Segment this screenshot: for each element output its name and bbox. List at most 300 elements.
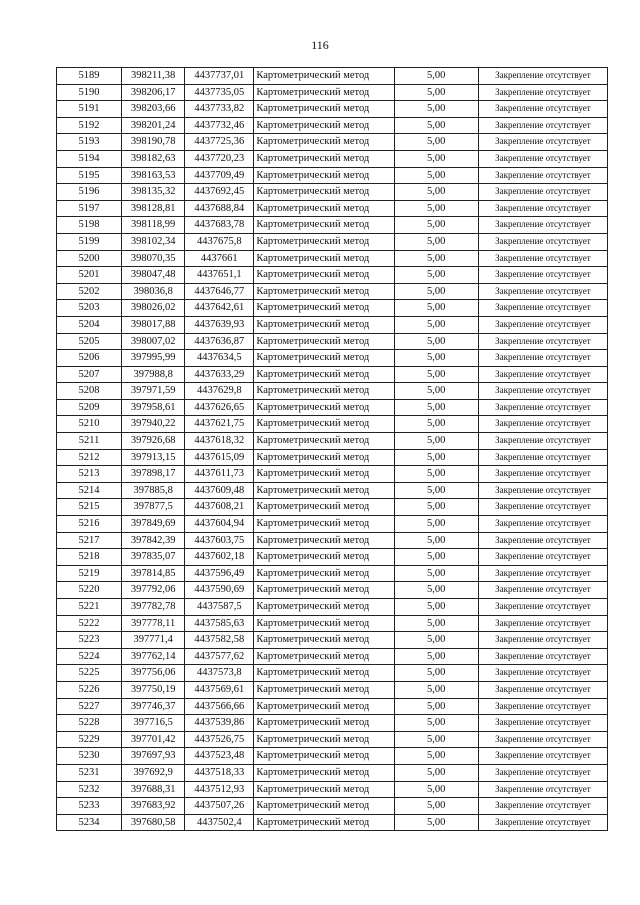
table-row (57, 648, 608, 665)
fixation-cell: Закрепление отсутствует (478, 167, 607, 184)
fixation-cell: Закрепление отсутствует (478, 582, 607, 599)
method-cell: Картометрический метод (254, 150, 394, 167)
method-cell: Картометрический метод (254, 300, 394, 317)
method-cell: Картометрический метод (254, 350, 394, 367)
method-cell: Картометрический метод (254, 764, 394, 781)
y-coordinate-cell: 4437526,75 (185, 731, 254, 748)
x-coordinate-cell: 397940,22 (122, 416, 185, 433)
x-coordinate-cell: 397958,61 (122, 399, 185, 416)
point-number-cell: 5228 (57, 715, 122, 732)
point-number-cell: 5217 (57, 532, 122, 549)
x-coordinate-cell: 398211,38 (122, 68, 185, 85)
y-coordinate-cell: 4437512,93 (185, 781, 254, 798)
table-row (57, 715, 608, 732)
method-cell: Картометрический метод (254, 715, 394, 732)
x-coordinate-cell: 397814,85 (122, 565, 185, 582)
y-coordinate-cell: 4437646,77 (185, 283, 254, 300)
method-cell: Картометрический метод (254, 399, 394, 416)
y-coordinate-cell: 4437683,78 (185, 217, 254, 234)
table-row (57, 665, 608, 682)
y-coordinate-cell: 4437737,01 (185, 68, 254, 85)
y-coordinate-cell: 4437642,61 (185, 300, 254, 317)
fixation-cell: Закрепление отсутствует (478, 764, 607, 781)
method-cell: Картометрический метод (254, 482, 394, 499)
fixation-cell: Закрепление отсутствует (478, 681, 607, 698)
table-row (57, 283, 608, 300)
method-cell: Картометрический метод (254, 316, 394, 333)
y-coordinate-cell: 4437566,66 (185, 698, 254, 715)
x-coordinate-cell: 398190,78 (122, 134, 185, 151)
fixation-cell: Закрепление отсутствует (478, 516, 607, 533)
x-coordinate-cell: 397692,9 (122, 764, 185, 781)
method-cell: Картометрический метод (254, 433, 394, 450)
y-coordinate-cell: 4437587,5 (185, 599, 254, 616)
method-cell: Картометрический метод (254, 731, 394, 748)
y-coordinate-cell: 4437604,94 (185, 516, 254, 533)
point-number-cell: 5196 (57, 184, 122, 201)
precision-cell: 5,00 (394, 814, 478, 831)
x-coordinate-cell: 398007,02 (122, 333, 185, 350)
precision-cell: 5,00 (394, 715, 478, 732)
coordinates-table-body (57, 68, 608, 831)
method-cell: Картометрический метод (254, 582, 394, 599)
table-row (57, 599, 608, 616)
fixation-cell: Закрепление отсутствует (478, 184, 607, 201)
x-coordinate-cell: 398070,35 (122, 250, 185, 267)
precision-cell: 5,00 (394, 748, 478, 765)
precision-cell: 5,00 (394, 333, 478, 350)
method-cell: Картометрический метод (254, 516, 394, 533)
fixation-cell: Закрепление отсутствует (478, 466, 607, 483)
precision-cell: 5,00 (394, 632, 478, 649)
point-number-cell: 5227 (57, 698, 122, 715)
x-coordinate-cell: 397697,93 (122, 748, 185, 765)
fixation-cell: Закрепление отсутствует (478, 316, 607, 333)
method-cell: Картометрический метод (254, 333, 394, 350)
precision-cell: 5,00 (394, 217, 478, 234)
method-cell: Картометрический метод (254, 499, 394, 516)
table-row (57, 68, 608, 85)
method-cell: Картометрический метод (254, 681, 394, 698)
precision-cell: 5,00 (394, 798, 478, 815)
method-cell: Картометрический метод (254, 698, 394, 715)
precision-cell: 5,00 (394, 283, 478, 300)
point-number-cell: 5218 (57, 549, 122, 566)
point-number-cell: 5222 (57, 615, 122, 632)
precision-cell: 5,00 (394, 300, 478, 317)
precision-cell: 5,00 (394, 184, 478, 201)
precision-cell: 5,00 (394, 565, 478, 582)
table-row (57, 217, 608, 234)
method-cell: Картометрический метод (254, 68, 394, 85)
table-row (57, 233, 608, 250)
point-number-cell: 5211 (57, 433, 122, 450)
table-row (57, 399, 608, 416)
point-number-cell: 5200 (57, 250, 122, 267)
y-coordinate-cell: 4437688,84 (185, 200, 254, 217)
table-row (57, 681, 608, 698)
fixation-cell: Закрепление отсутствует (478, 731, 607, 748)
x-coordinate-cell: 398102,34 (122, 233, 185, 250)
table-row (57, 748, 608, 765)
precision-cell: 5,00 (394, 532, 478, 549)
y-coordinate-cell: 4437577,62 (185, 648, 254, 665)
y-coordinate-cell: 4437507,26 (185, 798, 254, 815)
point-number-cell: 5223 (57, 632, 122, 649)
point-number-cell: 5226 (57, 681, 122, 698)
method-cell: Картометрический метод (254, 466, 394, 483)
table-row (57, 134, 608, 151)
y-coordinate-cell: 4437651,1 (185, 267, 254, 284)
fixation-cell: Закрепление отсутствует (478, 632, 607, 649)
table-row (57, 350, 608, 367)
method-cell: Картометрический метод (254, 748, 394, 765)
precision-cell: 5,00 (394, 731, 478, 748)
y-coordinate-cell: 4437539,86 (185, 715, 254, 732)
y-coordinate-cell: 4437585,63 (185, 615, 254, 632)
point-number-cell: 5203 (57, 300, 122, 317)
precision-cell: 5,00 (394, 433, 478, 450)
table-row (57, 532, 608, 549)
fixation-cell: Закрепление отсутствует (478, 715, 607, 732)
point-number-cell: 5197 (57, 200, 122, 217)
point-number-cell: 5199 (57, 233, 122, 250)
y-coordinate-cell: 4437615,09 (185, 449, 254, 466)
point-number-cell: 5191 (57, 101, 122, 118)
y-coordinate-cell: 4437634,5 (185, 350, 254, 367)
fixation-cell: Закрепление отсутствует (478, 482, 607, 499)
precision-cell: 5,00 (394, 366, 478, 383)
method-cell: Картометрический метод (254, 781, 394, 798)
point-number-cell: 5192 (57, 117, 122, 134)
point-number-cell: 5219 (57, 565, 122, 582)
table-row (57, 366, 608, 383)
precision-cell: 5,00 (394, 68, 478, 85)
x-coordinate-cell: 398206,17 (122, 84, 185, 101)
method-cell: Картометрический метод (254, 549, 394, 566)
point-number-cell: 5204 (57, 316, 122, 333)
fixation-cell: Закрепление отсутствует (478, 814, 607, 831)
point-number-cell: 5190 (57, 84, 122, 101)
precision-cell: 5,00 (394, 117, 478, 134)
point-number-cell: 5210 (57, 416, 122, 433)
table-row (57, 184, 608, 201)
method-cell: Картометрический метод (254, 615, 394, 632)
x-coordinate-cell: 397716,5 (122, 715, 185, 732)
fixation-cell: Закрепление отсутствует (478, 449, 607, 466)
precision-cell: 5,00 (394, 582, 478, 599)
y-coordinate-cell: 4437523,48 (185, 748, 254, 765)
point-number-cell: 5221 (57, 599, 122, 616)
method-cell: Картометрический метод (254, 532, 394, 549)
table-row (57, 482, 608, 499)
x-coordinate-cell: 397898,17 (122, 466, 185, 483)
y-coordinate-cell: 4437732,46 (185, 117, 254, 134)
point-number-cell: 5205 (57, 333, 122, 350)
table-row (57, 814, 608, 831)
method-cell: Картометрический метод (254, 283, 394, 300)
point-number-cell: 5209 (57, 399, 122, 416)
precision-cell: 5,00 (394, 101, 478, 118)
fixation-cell: Закрепление отсутствует (478, 68, 607, 85)
x-coordinate-cell: 397688,31 (122, 781, 185, 798)
y-coordinate-cell: 4437602,18 (185, 549, 254, 566)
y-coordinate-cell: 4437608,21 (185, 499, 254, 516)
x-coordinate-cell: 397835,07 (122, 549, 185, 566)
precision-cell: 5,00 (394, 134, 478, 151)
table-row (57, 250, 608, 267)
fixation-cell: Закрепление отсутствует (478, 748, 607, 765)
y-coordinate-cell: 4437596,49 (185, 565, 254, 582)
y-coordinate-cell: 4437502,4 (185, 814, 254, 831)
x-coordinate-cell: 397995,99 (122, 350, 185, 367)
point-number-cell: 5202 (57, 283, 122, 300)
precision-cell: 5,00 (394, 698, 478, 715)
fixation-cell: Закрепление отсутствует (478, 84, 607, 101)
fixation-cell: Закрепление отсутствует (478, 416, 607, 433)
method-cell: Картометрический метод (254, 250, 394, 267)
table-row (57, 549, 608, 566)
precision-cell: 5,00 (394, 350, 478, 367)
y-coordinate-cell: 4437633,29 (185, 366, 254, 383)
fixation-cell: Закрепление отсутствует (478, 399, 607, 416)
method-cell: Картометрический метод (254, 167, 394, 184)
y-coordinate-cell: 4437629,8 (185, 383, 254, 400)
method-cell: Картометрический метод (254, 599, 394, 616)
fixation-cell: Закрепление отсутствует (478, 648, 607, 665)
table-row (57, 798, 608, 815)
x-coordinate-cell: 397762,14 (122, 648, 185, 665)
fixation-cell: Закрепление отсутствует (478, 383, 607, 400)
method-cell: Картометрический метод (254, 648, 394, 665)
table-row (57, 449, 608, 466)
method-cell: Картометрический метод (254, 416, 394, 433)
method-cell: Картометрический метод (254, 200, 394, 217)
point-number-cell: 5214 (57, 482, 122, 499)
point-number-cell: 5225 (57, 665, 122, 682)
fixation-cell: Закрепление отсутствует (478, 250, 607, 267)
point-number-cell: 5194 (57, 150, 122, 167)
x-coordinate-cell: 397988,8 (122, 366, 185, 383)
x-coordinate-cell: 397782,78 (122, 599, 185, 616)
point-number-cell: 5198 (57, 217, 122, 234)
point-number-cell: 5216 (57, 516, 122, 533)
method-cell: Картометрический метод (254, 233, 394, 250)
x-coordinate-cell: 398128,81 (122, 200, 185, 217)
y-coordinate-cell: 4437639,93 (185, 316, 254, 333)
x-coordinate-cell: 397771,4 (122, 632, 185, 649)
x-coordinate-cell: 398036,8 (122, 283, 185, 300)
x-coordinate-cell: 398201,24 (122, 117, 185, 134)
table-row (57, 781, 608, 798)
method-cell: Картометрический метод (254, 665, 394, 682)
fixation-cell: Закрепление отсутствует (478, 781, 607, 798)
point-number-cell: 5233 (57, 798, 122, 815)
table-row (57, 582, 608, 599)
x-coordinate-cell: 398026,02 (122, 300, 185, 317)
point-number-cell: 5212 (57, 449, 122, 466)
x-coordinate-cell: 397683,92 (122, 798, 185, 815)
method-cell: Картометрический метод (254, 101, 394, 118)
x-coordinate-cell: 397680,58 (122, 814, 185, 831)
fixation-cell: Закрепление отсутствует (478, 615, 607, 632)
point-number-cell: 5195 (57, 167, 122, 184)
point-number-cell: 5208 (57, 383, 122, 400)
table-row (57, 565, 608, 582)
precision-cell: 5,00 (394, 516, 478, 533)
point-number-cell: 5201 (57, 267, 122, 284)
table-row (57, 499, 608, 516)
table-row (57, 383, 608, 400)
y-coordinate-cell: 4437692,45 (185, 184, 254, 201)
method-cell: Картометрический метод (254, 632, 394, 649)
fixation-cell: Закрепление отсутствует (478, 101, 607, 118)
precision-cell: 5,00 (394, 383, 478, 400)
y-coordinate-cell: 4437733,82 (185, 101, 254, 118)
x-coordinate-cell: 397701,42 (122, 731, 185, 748)
coordinates-table (56, 67, 608, 831)
precision-cell: 5,00 (394, 599, 478, 616)
table-row (57, 300, 608, 317)
precision-cell: 5,00 (394, 150, 478, 167)
method-cell: Картометрический метод (254, 565, 394, 582)
precision-cell: 5,00 (394, 267, 478, 284)
fixation-cell: Закрепление отсутствует (478, 134, 607, 151)
y-coordinate-cell: 4437590,69 (185, 582, 254, 599)
y-coordinate-cell: 4437626,65 (185, 399, 254, 416)
x-coordinate-cell: 397842,39 (122, 532, 185, 549)
table-row (57, 764, 608, 781)
y-coordinate-cell: 4437636,87 (185, 333, 254, 350)
precision-cell: 5,00 (394, 167, 478, 184)
point-number-cell: 5224 (57, 648, 122, 665)
page-number: 116 (311, 38, 329, 52)
precision-cell: 5,00 (394, 233, 478, 250)
method-cell: Картометрический метод (254, 134, 394, 151)
x-coordinate-cell: 398118,99 (122, 217, 185, 234)
x-coordinate-cell: 397792,06 (122, 582, 185, 599)
y-coordinate-cell: 4437611,73 (185, 466, 254, 483)
precision-cell: 5,00 (394, 200, 478, 217)
method-cell: Картометрический метод (254, 267, 394, 284)
precision-cell: 5,00 (394, 416, 478, 433)
point-number-cell: 5189 (57, 68, 122, 85)
table-row (57, 632, 608, 649)
method-cell: Картометрический метод (254, 84, 394, 101)
x-coordinate-cell: 398182,63 (122, 150, 185, 167)
fixation-cell: Закрепление отсутствует (478, 283, 607, 300)
precision-cell: 5,00 (394, 764, 478, 781)
x-coordinate-cell: 397971,59 (122, 383, 185, 400)
precision-cell: 5,00 (394, 84, 478, 101)
x-coordinate-cell: 398203,66 (122, 101, 185, 118)
point-number-cell: 5207 (57, 366, 122, 383)
fixation-cell: Закрепление отсутствует (478, 267, 607, 284)
x-coordinate-cell: 397885,8 (122, 482, 185, 499)
x-coordinate-cell: 397913,15 (122, 449, 185, 466)
x-coordinate-cell: 398135,32 (122, 184, 185, 201)
method-cell: Картометрический метод (254, 383, 394, 400)
x-coordinate-cell: 397750,19 (122, 681, 185, 698)
method-cell: Картометрический метод (254, 798, 394, 815)
precision-cell: 5,00 (394, 665, 478, 682)
fixation-cell: Закрепление отсутствует (478, 300, 607, 317)
method-cell: Картометрический метод (254, 217, 394, 234)
table-row (57, 615, 608, 632)
x-coordinate-cell: 397756,06 (122, 665, 185, 682)
table-row (57, 117, 608, 134)
method-cell: Картометрический метод (254, 814, 394, 831)
y-coordinate-cell: 4437709,49 (185, 167, 254, 184)
fixation-cell: Закрепление отсутствует (478, 350, 607, 367)
table-row (57, 698, 608, 715)
fixation-cell: Закрепление отсутствует (478, 698, 607, 715)
point-number-cell: 5213 (57, 466, 122, 483)
point-number-cell: 5215 (57, 499, 122, 516)
fixation-cell: Закрепление отсутствует (478, 366, 607, 383)
table-row (57, 416, 608, 433)
y-coordinate-cell: 4437735,05 (185, 84, 254, 101)
y-coordinate-cell: 4437661 (185, 250, 254, 267)
fixation-cell: Закрепление отсутствует (478, 433, 607, 450)
method-cell: Картометрический метод (254, 449, 394, 466)
fixation-cell: Закрепление отсутствует (478, 532, 607, 549)
table-row (57, 267, 608, 284)
x-coordinate-cell: 398047,48 (122, 267, 185, 284)
fixation-cell: Закрепление отсутствует (478, 217, 607, 234)
point-number-cell: 5193 (57, 134, 122, 151)
x-coordinate-cell: 398163,53 (122, 167, 185, 184)
method-cell: Картометрический метод (254, 366, 394, 383)
y-coordinate-cell: 4437569,61 (185, 681, 254, 698)
precision-cell: 5,00 (394, 549, 478, 566)
y-coordinate-cell: 4437518,33 (185, 764, 254, 781)
x-coordinate-cell: 397778,11 (122, 615, 185, 632)
precision-cell: 5,00 (394, 615, 478, 632)
precision-cell: 5,00 (394, 449, 478, 466)
fixation-cell: Закрепление отсутствует (478, 233, 607, 250)
table-row (57, 101, 608, 118)
precision-cell: 5,00 (394, 482, 478, 499)
table-row (57, 333, 608, 350)
x-coordinate-cell: 397746,37 (122, 698, 185, 715)
y-coordinate-cell: 4437603,75 (185, 532, 254, 549)
point-number-cell: 5230 (57, 748, 122, 765)
fixation-cell: Закрепление отсутствует (478, 200, 607, 217)
x-coordinate-cell: 397849,69 (122, 516, 185, 533)
point-number-cell: 5206 (57, 350, 122, 367)
table-row (57, 731, 608, 748)
fixation-cell: Закрепление отсутствует (478, 599, 607, 616)
point-number-cell: 5234 (57, 814, 122, 831)
table-row (57, 516, 608, 533)
fixation-cell: Закрепление отсутствует (478, 150, 607, 167)
precision-cell: 5,00 (394, 466, 478, 483)
fixation-cell: Закрепление отсутствует (478, 798, 607, 815)
method-cell: Картометрический метод (254, 117, 394, 134)
point-number-cell: 5231 (57, 764, 122, 781)
point-number-cell: 5229 (57, 731, 122, 748)
fixation-cell: Закрепление отсутствует (478, 499, 607, 516)
y-coordinate-cell: 4437618,32 (185, 433, 254, 450)
fixation-cell: Закрепление отсутствует (478, 665, 607, 682)
fixation-cell: Закрепление отсутствует (478, 565, 607, 582)
x-coordinate-cell: 397877,5 (122, 499, 185, 516)
precision-cell: 5,00 (394, 681, 478, 698)
y-coordinate-cell: 4437621,75 (185, 416, 254, 433)
y-coordinate-cell: 4437725,36 (185, 134, 254, 151)
precision-cell: 5,00 (394, 399, 478, 416)
